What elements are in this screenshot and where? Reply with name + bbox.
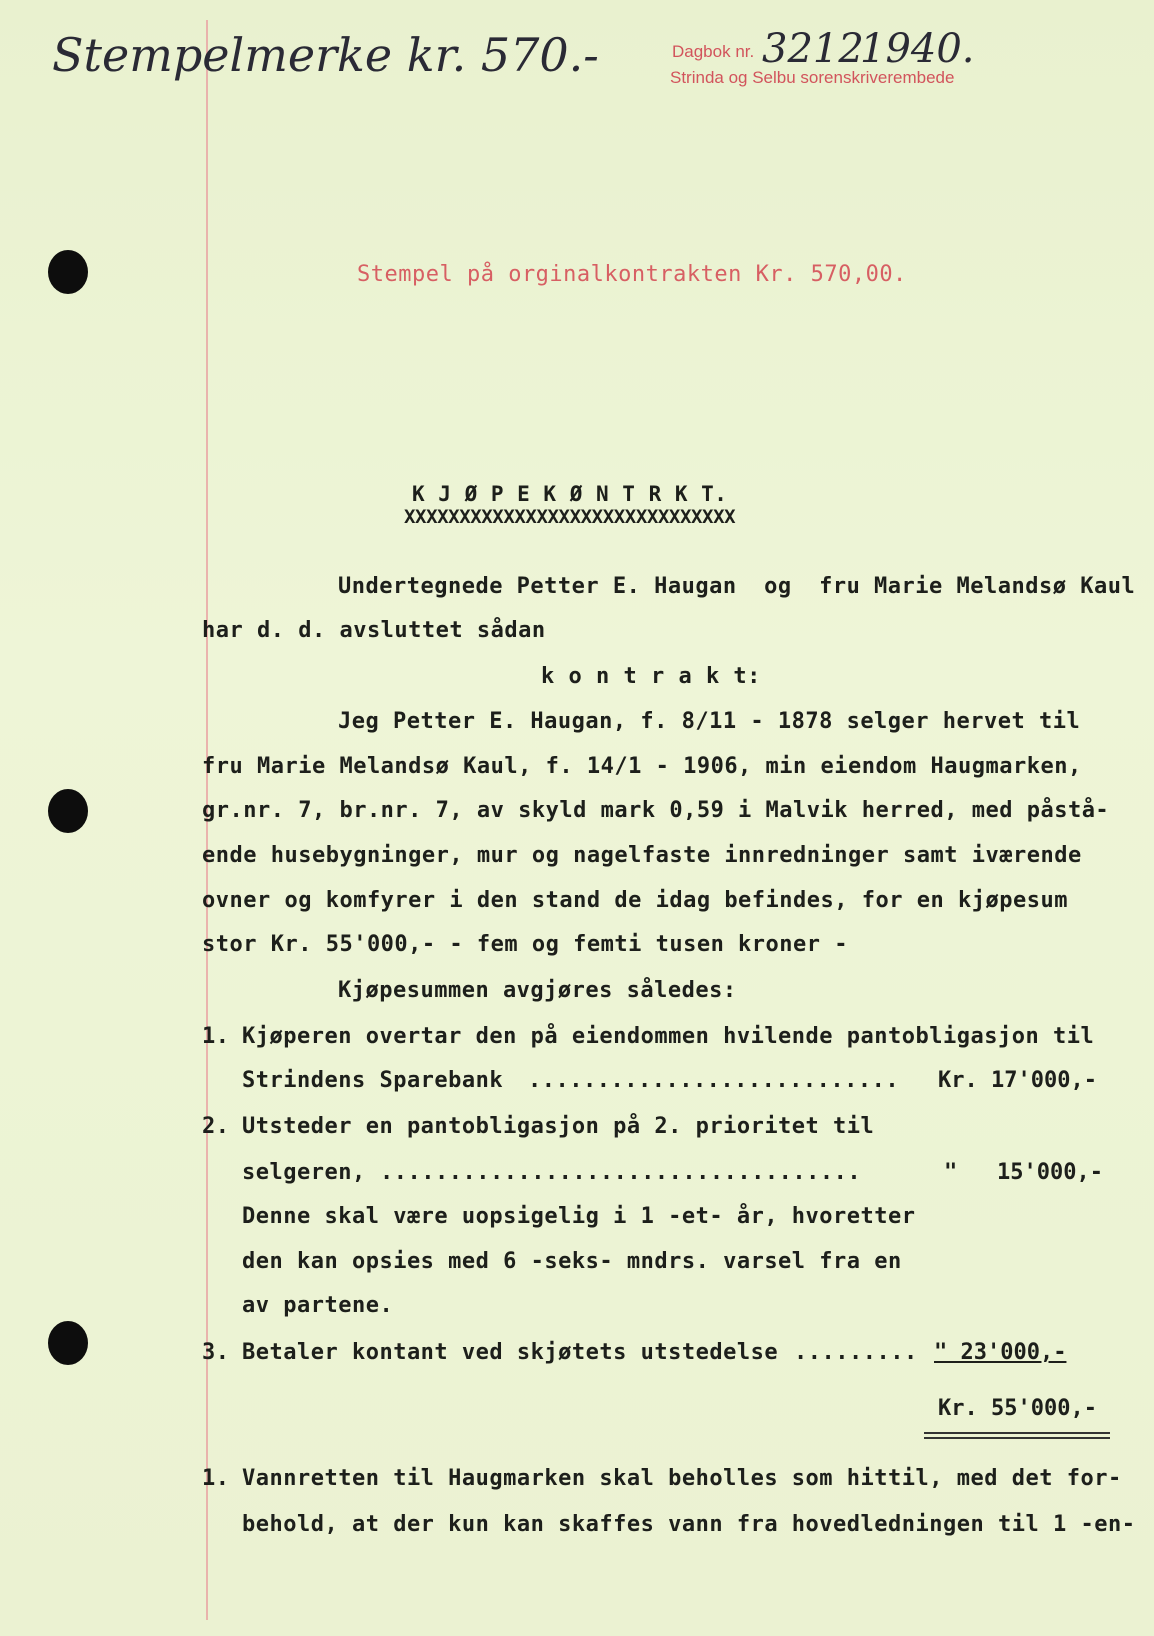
clause-number: 1. (202, 1466, 230, 1491)
payment-creditor: selgeren, (242, 1160, 366, 1185)
clause-text: behold, at der kun kan skaffes vann fra hovedledningen til 1 -en- (242, 1512, 1136, 1537)
body-line: fru Marie Melandsø Kaul, f. 14/1 - 1906, min eiendom Haugmarken, (202, 754, 1082, 779)
payment-text: Utsteder en pantobligasjon på 2. prioritet til (242, 1114, 875, 1139)
punch-hole (48, 250, 88, 294)
clause-text: Vannretten til Haugmarken skal beholles som hittil, med det for- (242, 1466, 1122, 1491)
contract-subheading: k o n t r a k t: (541, 664, 761, 689)
contract-title: K J Ø P E K Ø N T R K T. (412, 482, 728, 506)
payment-text: Betaler kontant ved skjøtets utstedelse (242, 1340, 779, 1365)
stamp-dagbok-label: Dagbok nr. (672, 42, 755, 61)
total-double-rule (924, 1432, 1110, 1439)
body-line: Jeg Petter E. Haugan, f. 8/11 - 1878 selger hervet til (338, 709, 1081, 734)
payment-note-line: Denne skal være uopsigelig i 1 -et- år, hvoretter (242, 1204, 916, 1229)
stamp-year: 1940. (860, 26, 975, 72)
body-line: gr.nr. 7, br.nr. 7, av skyld mark 0,59 i Malvik herred, med påstå- (202, 798, 1110, 823)
stamp-office-name: Strinda og Selbu sorenskriverembede (670, 68, 955, 87)
title-strikeout: XXXXXXXXXXXXXXXXXXXXXXXXXXXXXX (404, 506, 736, 528)
payment-number: 2. (202, 1114, 230, 1139)
payment-note-line: av partene. (242, 1293, 394, 1318)
body-line: ovner og komfyrer i den stand de idag befindes, for en kjøpesum (202, 888, 1068, 913)
body-line: stor Kr. 55'000,- - fem og femti tusen kroner - (202, 932, 849, 957)
payment-amount: " 15'000,- (944, 1160, 1103, 1185)
payment-number: 3. (202, 1340, 230, 1365)
payment-number: 1. (202, 1024, 230, 1049)
intro-line: har d. d. avsluttet sådan (202, 618, 546, 643)
payment-text: Kjøperen overtar den på eiendommen hvilende pantobligasjon til (242, 1024, 1095, 1049)
payment-amount: " 23'000,- (934, 1340, 1067, 1365)
body-line: ende husebygninger, mur og nagelfaste innredninger samt iværende (202, 843, 1082, 868)
payment-amount: Kr. 17'000,- (938, 1068, 1097, 1093)
payment-dots: ........................... (528, 1068, 900, 1093)
payment-note-line: den kan opsies med 6 -seks- mndrs. varsel fra en (242, 1249, 902, 1274)
stamp-dagbok-number: 3212 (762, 26, 864, 72)
payment-dots: ................................... (380, 1160, 862, 1185)
punch-hole (48, 1321, 88, 1365)
payment-creditor: Strindens Sparebank (242, 1068, 504, 1093)
intro-line: Undertegnede Petter E. Haugan og fru Marie Melandsø Kaul (338, 574, 1136, 599)
stamp-value-line: Stempel på orginalkontrakten Kr. 570,00. (357, 262, 907, 287)
payment-intro: Kjøpesummen avgjøres således: (338, 978, 737, 1003)
payment-dots: ......... (794, 1340, 918, 1365)
total-amount: Kr. 55'000,- (938, 1396, 1097, 1421)
handwritten-stamp-note: Stempelmerke kr. 570.- (52, 28, 599, 82)
punch-hole (48, 789, 88, 833)
